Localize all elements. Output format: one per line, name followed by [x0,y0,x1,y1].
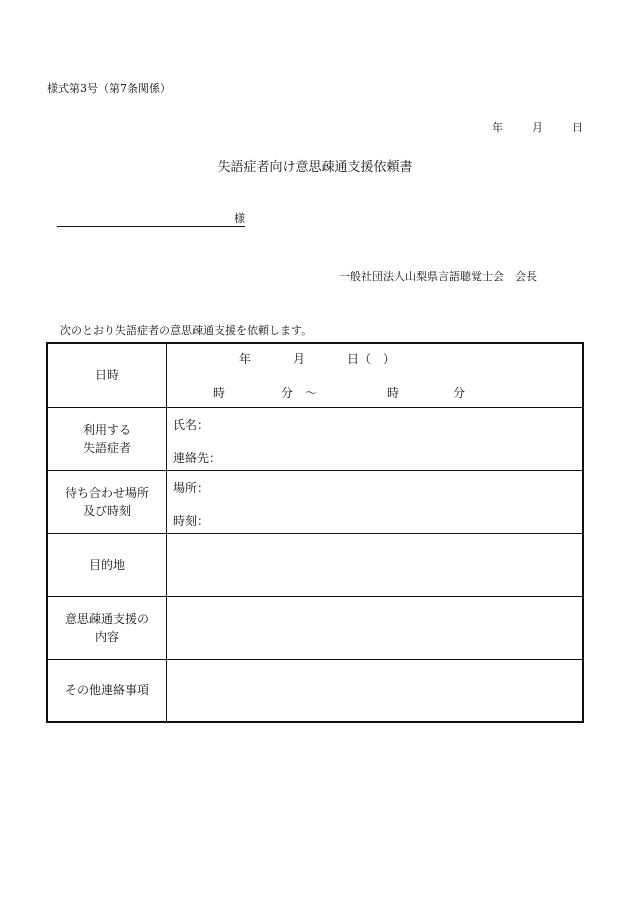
user-contact-label: 連絡先： [173,450,222,465]
label-user-line2: 失語症者 [82,440,131,455]
row-datetime [47,343,583,407]
meeting-place-label: 場所： [173,480,210,495]
request-table [46,342,584,723]
dt-hour-start: 時 [213,386,226,400]
date-month: 月 [532,121,543,134]
date-day: 日 [572,121,583,134]
cell-content[interactable] [167,596,584,659]
sender: 一般社団法人山梨県言語聴覚士会 会長 [339,270,537,283]
label-meeting-line1: 待ち合わせ場所 [64,485,149,500]
addressee-line [57,210,245,227]
dt-year: 年 [239,352,252,366]
cell-meeting[interactable] [167,470,584,533]
label-datetime: 日時 [47,343,167,407]
label-user [47,407,167,470]
date-line [492,119,583,135]
dt-day-weekday: 日（ ） [347,352,396,366]
dt-month: 月 [293,352,306,366]
label-destination: 目的地 [47,533,167,596]
label-content-line2: 内容 [94,629,119,644]
label-user-line1: 利用する [82,422,131,437]
meeting-time-label: 時刻： [173,513,210,528]
dt-minute-end: 分 [453,386,466,400]
document-title: 失語症者向け意思疎通支援依頼書 [217,160,413,175]
label-content-line1: 意思疎通支援の [64,611,149,626]
date-year: 年 [492,121,503,134]
label-meeting-line2: 及び時刻 [82,503,131,518]
addressee-suffix: 様 [234,212,245,225]
label-other: その他連絡事項 [47,659,167,722]
row-content [47,596,583,659]
row-other [47,659,583,722]
cell-other[interactable] [167,659,584,722]
form-number: 様式第3号（第7条関係） [47,82,171,95]
row-destination [47,533,583,596]
label-meeting [47,470,167,533]
row-user [47,407,583,470]
label-content [47,596,167,659]
dt-minute-start: 分 ～ [281,386,318,400]
row-meeting [47,470,583,533]
cell-user[interactable] [167,407,584,470]
cell-datetime [167,343,584,407]
intro-text: 次のとおり失語症者の意思疎通支援を依頼します。 [60,324,313,337]
cell-destination[interactable] [167,533,584,596]
dt-hour-end: 時 [387,386,400,400]
user-name-label: 氏名： [173,417,210,432]
